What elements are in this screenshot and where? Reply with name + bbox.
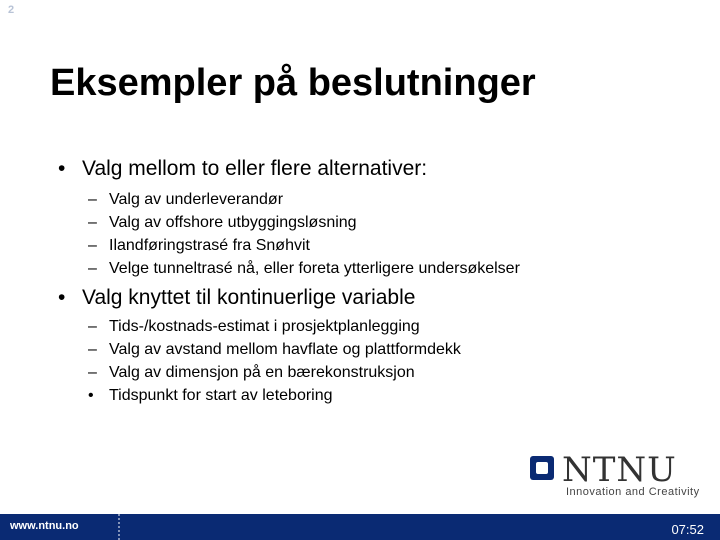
sub-bullet-marker: – — [88, 191, 97, 208]
sub-bullet-marker: – — [88, 260, 97, 277]
footer-separator-icon — [118, 514, 120, 540]
ntnu-logo — [530, 452, 710, 504]
sub-bullet-text: Tidspunkt for start av leteboring — [109, 387, 333, 404]
footer-time: 07:52 — [671, 522, 704, 537]
bullet-text: Valg mellom to eller flere alternativer: — [82, 157, 428, 180]
slide-number: 2 — [8, 4, 15, 16]
sub-bullet-marker: – — [88, 341, 97, 358]
sub-bullet-text: Tids-/kostnads-estimat i prosjektplanlegging — [109, 318, 420, 335]
bullet-text: Valg knyttet til kontinuerlige variable — [82, 286, 416, 309]
sub-bullet-marker: • — [88, 387, 94, 404]
sub-bullet-text: Valg av offshore utbyggingsløsning — [109, 214, 357, 231]
footer-url-link[interactable]: www.ntnu.no — [10, 520, 79, 532]
sub-bullet-text: Ilandføringstrasé fra Snøhvit — [109, 237, 310, 254]
bullet-marker: • — [58, 286, 66, 309]
slide-title: Eksempler på beslutninger — [50, 62, 536, 104]
ntnu-logo-icon — [530, 456, 554, 480]
sub-bullet-text: Valg av underleverandør — [109, 191, 284, 208]
sub-bullet-text: Valg av avstand mellom havflate og plattformdekk — [109, 341, 461, 358]
sub-bullet-marker: – — [88, 318, 97, 335]
sub-bullet-marker: – — [88, 214, 97, 231]
sub-bullet-marker: – — [88, 237, 97, 254]
sub-bullet-text: Valg av dimensjon på en bærekonstruksjon — [109, 364, 415, 381]
logo-tagline: Innovation and Creativity — [566, 486, 700, 498]
bullet-marker: • — [58, 157, 66, 180]
logo-name: NTNU — [562, 450, 677, 490]
footer-bar — [0, 514, 720, 540]
sub-bullet-marker: – — [88, 364, 97, 381]
sub-bullet-text: Velge tunneltrasé nå, eller foreta ytterligere undersøkelser — [109, 260, 520, 277]
